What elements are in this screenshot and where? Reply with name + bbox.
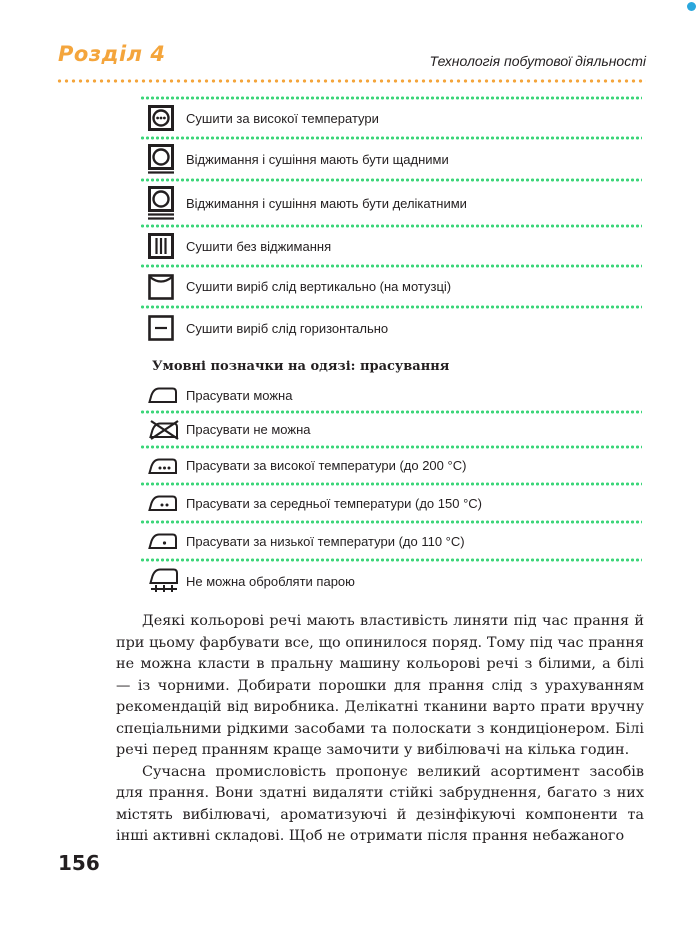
table-row [140, 309, 642, 347]
paragraph: Деякі кольорові речі мають властивість линяти під час прання й при цьому фарбувати все, що опинилося поряд. Тому під час прання не можна класти в пральну машину кольорові речі з білими, а білі — із чорними. Добирати порошки для прання слід з урахуванням рекомендацій від виробника. Делікатні тканини варто прати вручну спеціальними рідкими засобами та полоскати з кондиціонером. Білі речі перед пранням краще замочити у вибілювачі на кілька годин. [116, 613, 644, 758]
table-row [140, 100, 642, 136]
iron-low-icon [140, 532, 186, 550]
table-row [140, 414, 642, 445]
tumble-dry-high-icon [140, 105, 186, 131]
row-label: Прасувати не можна [186, 422, 311, 437]
page-header [0, 0, 700, 90]
table-row [140, 182, 642, 224]
row-label: Сушити без віджимання [186, 238, 332, 254]
paragraph: Сучасна промисловість пропонує великий асортимент засобів для прання. Вони здатні видаляти стійкі забруднення, багато з них містять вибілювачі, ароматизуючі й дезінфікуючі компоненти та інші активні складові. Щоб не отримати після прання небажаного [116, 763, 644, 844]
ironing-symbols-table [140, 380, 642, 600]
row-label: Сушити за високої температури [186, 110, 379, 126]
iron-icon [140, 386, 186, 404]
row-label: Віджимання і сушіння мають бути делікатними [186, 195, 467, 211]
table-row [140, 524, 642, 558]
table-row [140, 562, 642, 600]
row-label: Прасувати за низької температури (до 110 °С) [186, 533, 465, 549]
table-row [140, 380, 642, 410]
table-row [140, 228, 642, 264]
row-label: Не можна обробляти парою [186, 573, 355, 589]
corner-logo-icon [687, 2, 696, 11]
row-label: Віджимання і сушіння мають бути щадними [186, 151, 449, 167]
table-row [140, 140, 642, 178]
table-row [140, 268, 642, 305]
section-title: Розділ 4 [58, 42, 166, 66]
tumble-dry-gentle-icon [140, 144, 186, 174]
row-label: Прасувати за високої температури (до 200 °С) [186, 458, 467, 473]
row-label: Сушити виріб слід вертикально (на мотузці) [186, 279, 452, 294]
iron-high-icon [140, 457, 186, 475]
row-label: Прасувати за середньої температури (до 150 °С) [186, 495, 482, 511]
line-dry-icon [140, 274, 186, 300]
no-steam-icon [140, 568, 186, 594]
do-not-iron-icon [140, 420, 186, 440]
drip-dry-icon [140, 233, 186, 259]
iron-medium-icon [140, 494, 186, 512]
body-text [116, 611, 644, 848]
page-number: 156 [58, 851, 100, 875]
row-label: Сушити виріб слід горизонтально [186, 320, 389, 336]
running-title: Технологія побутової діяльності [429, 53, 646, 69]
row-label: Прасувати можна [186, 387, 293, 403]
table-row [140, 486, 642, 520]
header-dotted-divider [56, 79, 646, 83]
drying-symbols-table [140, 96, 642, 347]
tumble-dry-delicate-icon [140, 186, 186, 220]
dry-flat-icon [140, 315, 186, 341]
ironing-heading: Умовні позначки на одязі: прасування [152, 359, 450, 374]
table-row [140, 449, 642, 482]
